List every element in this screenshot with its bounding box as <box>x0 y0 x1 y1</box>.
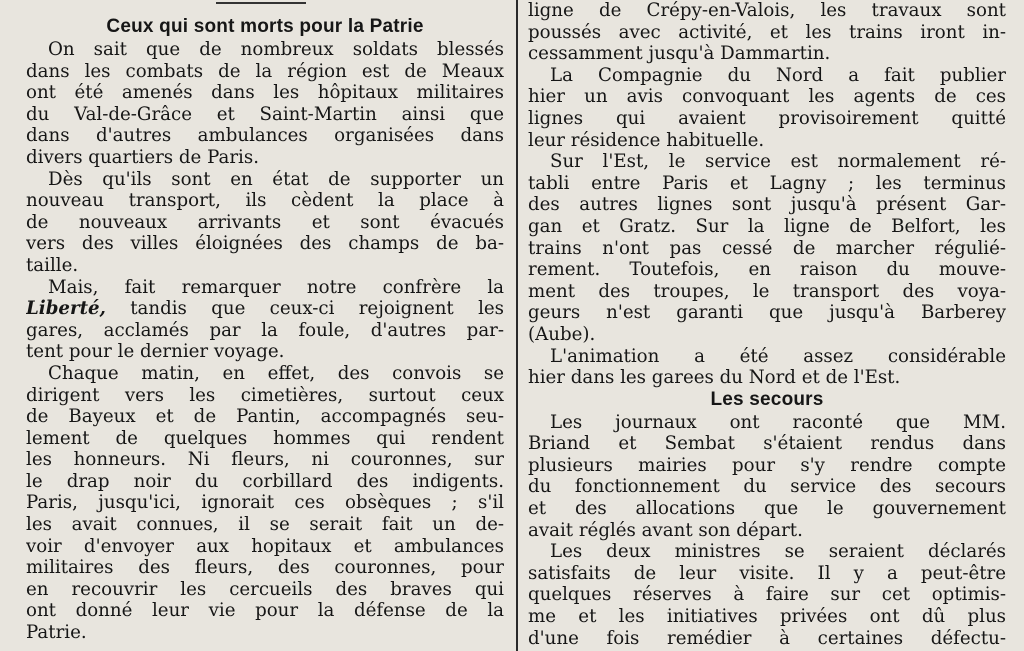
left-column <box>26 0 504 651</box>
text-line: voir d'envoyer aux hopitaux et ambulances <box>26 535 504 557</box>
text-line: (Aube). <box>528 323 596 345</box>
paragraph <box>528 346 1006 389</box>
text-line: les honneurs. Ni fleurs, ni couronnes, sur <box>26 449 504 471</box>
text-line: et des allocations que le gouvernement <box>528 498 1006 520</box>
text-line: vers des villes éloignées des champs de ba- <box>26 233 504 255</box>
text-line: du Val-de-Grâce et Saint-Martin ainsi que <box>26 103 504 125</box>
paragraph <box>528 412 1006 542</box>
text-line: tent pour le dernier voyage. <box>26 341 285 363</box>
text-line: ont donné leur vie pour la défense de la <box>26 600 504 622</box>
text-line: d'une fois remédier à certaines défectu- <box>528 627 1006 649</box>
text-line: Les journaux ont raconté que MM. <box>550 411 1006 433</box>
text-line: divers quartiers de Paris. <box>26 146 259 168</box>
paragraph <box>528 0 1006 65</box>
text-line: Dès qu'ils sont en état de supporter un <box>48 168 504 190</box>
text-line: lignes qui avaient provisoirement quitté <box>528 107 1006 129</box>
right-column <box>528 0 1006 651</box>
text-line: Les deux ministres se seraient déclarés <box>550 541 1006 563</box>
text-line: taille. <box>26 254 79 276</box>
text-line: me et les initiatives privées ont dû plus <box>528 606 1006 628</box>
text-line: rement. Toutefois, en raison du mouve- <box>528 259 1006 281</box>
text-line: Mais, fait remarquer notre confrère la <box>48 276 504 298</box>
text-line: lement de quelques hommes qui rendent <box>26 427 504 449</box>
text-line: Patrie. <box>26 622 87 644</box>
text-line: dirigent vers les cimetières, surtout ceux <box>26 384 504 406</box>
text-line: On sait que de nombreux soldats blessés <box>48 39 504 60</box>
text-line: cessamment jusqu'à Dammartin. <box>528 43 831 65</box>
text-line: leur résidence habituelle. <box>528 129 765 151</box>
text-line: tabli entre Paris et Lagny ; les terminus <box>528 172 1006 194</box>
paragraph <box>26 169 504 277</box>
text-line: hier dans les garees du Nord et de l'Est. <box>528 367 901 389</box>
paragraph <box>26 363 504 644</box>
column-divider <box>516 0 518 651</box>
text-line: le drap noir du corbillard des indigents. <box>26 470 504 492</box>
text-line: de Bayeux et de Pantin, accompagnés seu- <box>26 406 504 428</box>
text-line: geurs n'est garanti que jusqu'à Barberey <box>528 302 1006 324</box>
text-line: Chaque matin, en effet, des convois se <box>48 362 504 384</box>
text-line: ont été amenés dans les hôpitaux militaires <box>26 82 504 104</box>
text-line: dans d'autres ambulances organisées dans <box>26 125 504 147</box>
text-line: en recouvrir les cercueils des braves qui <box>26 578 504 600</box>
text-line: Briand et Sembat s'étaient rendus dans <box>528 433 1006 455</box>
text-line: Sur l'Est, le service est normalement ré- <box>550 151 1006 173</box>
paragraph <box>528 541 1006 649</box>
text-line: dans les combats de la région est de Meaux <box>26 60 504 82</box>
text-line: plusieurs mairies pour s'y rendre compte <box>528 454 1006 476</box>
text-line: trains n'ont pas cessé de marcher régulié- <box>528 237 1006 259</box>
text-line: hier un avis convoquant les agents de ces <box>528 86 1006 108</box>
article-heading: Ceux qui sont morts pour la Patrie <box>106 16 424 37</box>
text-line: satisfaits de leur visite. Il y a peut-être <box>528 562 1006 584</box>
text-line: militaires des fleurs, des couronnes, pour <box>26 557 504 579</box>
paragraph <box>26 277 504 363</box>
text-line: ment des troupes, le transport des voya- <box>528 280 1006 302</box>
paragraph <box>26 39 504 169</box>
text-line: Paris, jusqu'ici, ignorait ces obsèques ; s'il <box>26 492 504 514</box>
text-line: ligne de Crépy-en-Valois, les travaux sont <box>528 0 1006 21</box>
text-line: La Compagnie du Nord a fait publier <box>550 64 1006 86</box>
text-line: du fonctionnement du service des secours <box>528 476 1006 498</box>
paragraph <box>528 65 1006 151</box>
paragraph <box>528 151 1006 345</box>
text-line <box>26 298 504 320</box>
text-line: poussés avec activité, et les trains iront in- <box>528 21 1006 43</box>
text-line: des autres lignes sont jusqu'à présent Gar- <box>528 194 1006 216</box>
text-span: tandis que ceux-ci rejoignent les <box>130 298 504 320</box>
text-line: L'animation a été assez considérable <box>550 345 1006 367</box>
text-line: de nouveaux arrivants et sont évacués <box>26 211 504 233</box>
text-line: gares, acclamés par la foule, d'autres par- <box>26 319 504 341</box>
text-line: avait réglés avant son départ. <box>528 519 803 541</box>
text-line: quelques réserves à faire sur cet optimis- <box>528 584 1006 606</box>
section-heading: Les secours <box>710 388 824 410</box>
text-line: les avait connues, il se serait fait un de- <box>26 514 504 536</box>
italic-title: Liberté, <box>26 298 106 320</box>
text-line: nouveau transport, ils cèdent la place à <box>26 190 504 212</box>
text-line: gan et Gratz. Sur la ligne de Belfort, les <box>528 215 1006 237</box>
